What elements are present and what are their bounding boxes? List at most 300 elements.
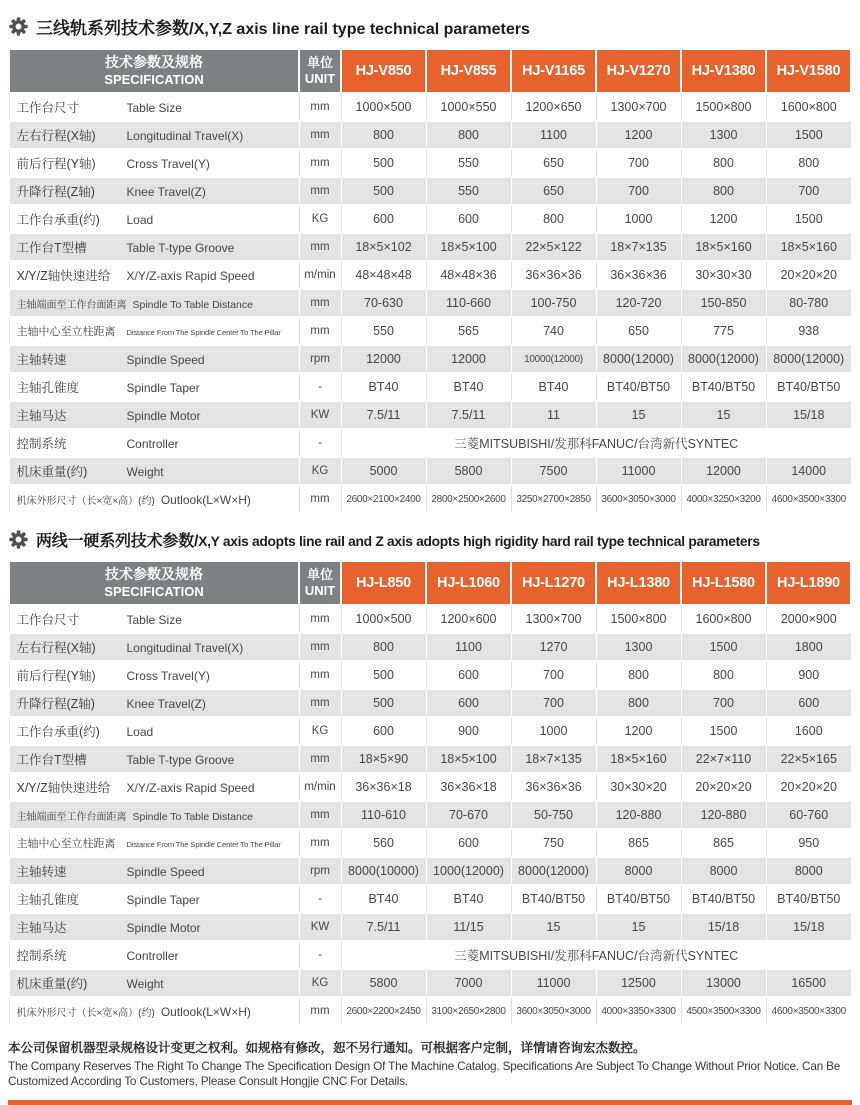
section-title xyxy=(8,14,852,39)
table-row xyxy=(9,605,851,633)
title-en: X,Y axis adopts line rail and Z axis adopts high rigidity hard rail type technical parameters xyxy=(198,534,760,549)
row-unit: m/min xyxy=(299,773,341,801)
spec-value: 18×5×160 xyxy=(596,745,681,773)
spec-value: BT40/BT50 xyxy=(596,885,681,913)
spec-value: 48×48×48 xyxy=(341,261,426,289)
row-label xyxy=(9,745,299,773)
spec-value: 10000(12000) xyxy=(511,345,596,373)
table-row xyxy=(9,177,851,205)
row-label-zh: 工作台尺寸 xyxy=(16,613,80,627)
row-unit: mm xyxy=(299,661,341,689)
spec-value: 700 xyxy=(681,689,766,717)
table-row xyxy=(9,93,851,121)
row-label xyxy=(9,605,299,633)
spec-value: 700 xyxy=(766,177,851,205)
row-label-en: Weight xyxy=(126,977,164,991)
spec-value: 70-670 xyxy=(426,801,511,829)
spec-value: 1300×700 xyxy=(596,93,681,121)
row-unit: mm xyxy=(299,121,341,149)
table-row xyxy=(9,205,851,233)
model-column-header: HJ-L850 xyxy=(341,561,426,605)
spec-value: 1200 xyxy=(681,205,766,233)
spec-value: 560 xyxy=(341,829,426,857)
spec-value: 1200×650 xyxy=(511,93,596,121)
spec-value: 7000 xyxy=(426,969,511,997)
spec-value: 1600×800 xyxy=(766,93,851,121)
row-label-zh: 主轴转速 xyxy=(16,353,67,367)
spec-value: 1270 xyxy=(511,633,596,661)
row-label-en: Spindle To Table Distance xyxy=(132,810,253,823)
row-label-zh: 控制系统 xyxy=(16,949,67,963)
spec-header-en: SPECIFICATION xyxy=(104,71,204,87)
spec-value: 3600×3050×3000 xyxy=(596,485,681,513)
spec-value: 8000(10000) xyxy=(341,857,426,885)
table-row xyxy=(9,457,851,485)
spec-value: 120-880 xyxy=(596,801,681,829)
spec-value: 13000 xyxy=(681,969,766,997)
row-label-zh: 控制系统 xyxy=(16,437,67,451)
spec-value: BT40 xyxy=(426,373,511,401)
spec-value: BT40 xyxy=(511,373,596,401)
spec-value: 5000 xyxy=(341,457,426,485)
spec-value: 1200×600 xyxy=(426,605,511,633)
spec-value: BT40/BT50 xyxy=(681,373,766,401)
spec-value: 15 xyxy=(596,913,681,941)
row-unit: mm xyxy=(299,829,341,857)
spec-value: 550 xyxy=(426,177,511,205)
title-zh: 两线一硬系列技术参数/ xyxy=(36,533,199,550)
table-row xyxy=(9,941,851,969)
row-unit: - xyxy=(299,885,341,913)
unit-header-en: UNIT xyxy=(304,583,336,599)
spec-value: 800 xyxy=(596,689,681,717)
spec-value: 8000(12000) xyxy=(681,345,766,373)
spec-value: 20×20×20 xyxy=(766,261,851,289)
row-label xyxy=(9,205,299,233)
spec-value: 4000×3250×3200 xyxy=(681,485,766,513)
row-label xyxy=(9,121,299,149)
spec-value: 15 xyxy=(511,913,596,941)
spec-value: 30×30×20 xyxy=(596,773,681,801)
footer-note-en: The Company Reserves The Right To Change The Specification Design Of The Machine Catalog. Specifications Are Subject To Change Without Prior Notice. Can Be Customized According To Customers, Please Consult Hongjie CNC For Details. xyxy=(8,1058,841,1088)
spec-value: 1800 xyxy=(766,633,851,661)
spec-value: 1500×800 xyxy=(596,605,681,633)
table-row xyxy=(9,633,851,661)
spec-value: 11000 xyxy=(511,969,596,997)
row-label xyxy=(9,177,299,205)
row-label-zh: 机床重量(约) xyxy=(16,977,88,991)
spec-value: 650 xyxy=(511,149,596,177)
table-row xyxy=(9,429,851,457)
row-label-zh: 主轴孔锥度 xyxy=(16,893,80,907)
row-label xyxy=(9,457,299,485)
row-label-zh: 前后行程(Y轴) xyxy=(16,157,96,171)
model-column-header: HJ-V1165 xyxy=(511,49,596,93)
spec-value: 8000 xyxy=(596,857,681,885)
row-label-zh: X/Y/Z轴快速进给 xyxy=(16,781,111,795)
table-row xyxy=(9,261,851,289)
row-label-zh: 左右行程(X轴) xyxy=(16,641,96,655)
spec-value: 1000 xyxy=(596,205,681,233)
spec-value: 700 xyxy=(596,149,681,177)
spec-value: 1300 xyxy=(596,633,681,661)
row-label-zh: 主轴转速 xyxy=(16,865,67,879)
row-label-zh: 升降行程(Z轴) xyxy=(16,697,95,711)
row-label-en: Longitudinal Travel(X) xyxy=(126,129,244,143)
title-zh: 三线轨系列技术参数/ xyxy=(36,19,194,38)
spec-value: 4000×3350×3300 xyxy=(596,997,681,1025)
spec-value: 18×5×160 xyxy=(681,233,766,261)
spec-value: 120-720 xyxy=(596,289,681,317)
model-column-header: HJ-V855 xyxy=(426,49,511,93)
row-label-en: Cross Travel(Y) xyxy=(126,669,210,683)
spec-value: 8000(12000) xyxy=(766,345,851,373)
spec-value: 100-750 xyxy=(511,289,596,317)
spec-value: 12000 xyxy=(681,457,766,485)
spec-value: 800 xyxy=(766,149,851,177)
model-column-header: HJ-L1270 xyxy=(511,561,596,605)
page-title xyxy=(36,14,530,39)
spec-value: 700 xyxy=(511,689,596,717)
spec-value: 1600 xyxy=(766,717,851,745)
row-label-zh: 工作台承重(约) xyxy=(16,213,100,227)
row-unit: m/min xyxy=(299,261,341,289)
spec-value: 15/18 xyxy=(766,913,851,941)
spec-value: 20×20×20 xyxy=(681,773,766,801)
spec-value: 600 xyxy=(341,205,426,233)
row-label xyxy=(9,801,299,829)
spec-header-zh: 技术参数及规格 xyxy=(105,566,203,583)
spec-value: 8000 xyxy=(766,857,851,885)
spec-value: 800 xyxy=(511,205,596,233)
spec-value: 18×5×160 xyxy=(766,233,851,261)
spec-value: 18×7×135 xyxy=(596,233,681,261)
row-label xyxy=(9,689,299,717)
spec-value: 1000×500 xyxy=(341,605,426,633)
spec-value: 550 xyxy=(341,317,426,345)
spec-value: 1300×700 xyxy=(511,605,596,633)
spec-value: 900 xyxy=(426,717,511,745)
spec-value: 1300 xyxy=(681,121,766,149)
row-label-en: Knee Travel(Z) xyxy=(126,697,206,711)
spec-value: 700 xyxy=(511,661,596,689)
row-label-zh: X/Y/Z轴快速进给 xyxy=(16,269,111,283)
model-column-header: HJ-V1380 xyxy=(681,49,766,93)
row-unit: rpm xyxy=(299,345,341,373)
row-label-zh: 主轴马达 xyxy=(16,409,67,423)
spec-value: 1500 xyxy=(766,121,851,149)
table-row xyxy=(9,885,851,913)
spec-value: 70-630 xyxy=(341,289,426,317)
row-label-en: Distance From The Spindle Center To The Pillar xyxy=(126,840,281,849)
row-label xyxy=(9,345,299,373)
row-label-en: Table T-type Groove xyxy=(126,241,235,255)
table-row xyxy=(9,745,851,773)
row-unit: mm xyxy=(299,485,341,513)
row-label xyxy=(9,429,299,457)
spec-value: 1000×500 xyxy=(341,93,426,121)
spec-header xyxy=(9,561,299,605)
row-label xyxy=(9,373,299,401)
spec-value: 1100 xyxy=(511,121,596,149)
row-unit: rpm xyxy=(299,857,341,885)
spec-value: 650 xyxy=(511,177,596,205)
row-label-zh: 主轴孔锥度 xyxy=(16,381,80,395)
title-en: X,Y,Z axis line rail type technical parameters xyxy=(193,21,530,38)
row-label xyxy=(9,485,299,513)
spec-value: 11/15 xyxy=(426,913,511,941)
spec-value: 60-760 xyxy=(766,801,851,829)
row-unit: mm xyxy=(299,801,341,829)
table-row xyxy=(9,149,851,177)
spec-value: 800 xyxy=(426,121,511,149)
spec-value: 750 xyxy=(511,829,596,857)
unit-header xyxy=(299,561,341,605)
table-row xyxy=(9,345,851,373)
spec-value: 150-850 xyxy=(681,289,766,317)
row-label-en: Controller xyxy=(126,949,179,963)
row-label-zh: 机床重量(约) xyxy=(16,465,88,479)
spec-value: 11000 xyxy=(596,457,681,485)
spec-value: BT40/BT50 xyxy=(766,373,851,401)
row-label xyxy=(9,149,299,177)
spec-value: 14000 xyxy=(766,457,851,485)
spec-value: BT40 xyxy=(341,885,426,913)
spec-value: 1100 xyxy=(426,633,511,661)
row-label-zh: 前后行程(Y轴) xyxy=(16,669,96,683)
row-label xyxy=(9,261,299,289)
row-label xyxy=(9,317,299,345)
spec-value: 500 xyxy=(341,149,426,177)
footer-note-zh: 本公司保留机器型录规格设计变更之权利。如规格有修改，恕不另行通知。可根据客户定制，详情请咨询宏杰数控。 xyxy=(8,1041,646,1055)
footer-note xyxy=(8,1040,852,1089)
spec-value: 600 xyxy=(426,829,511,857)
spec-value: BT40 xyxy=(426,885,511,913)
row-label xyxy=(9,289,299,317)
row-label-en: X/Y/Z-axis Rapid Speed xyxy=(126,269,255,283)
row-unit: mm xyxy=(299,633,341,661)
spec-value: 800 xyxy=(681,177,766,205)
spec-value: 1500 xyxy=(681,717,766,745)
row-label-zh: 机床外形尺寸（长×宽×高）(约) xyxy=(16,495,155,507)
row-unit: mm xyxy=(299,149,341,177)
table-row xyxy=(9,829,851,857)
row-unit: KW xyxy=(299,913,341,941)
row-label xyxy=(9,93,299,121)
row-label-zh: 工作台T型槽 xyxy=(16,241,87,255)
row-unit: mm xyxy=(299,289,341,317)
row-label-zh: 工作台T型槽 xyxy=(16,753,87,767)
spec-value: 2000×900 xyxy=(766,605,851,633)
table-row xyxy=(9,661,851,689)
spec-value: 7.5/11 xyxy=(341,913,426,941)
row-unit: mm xyxy=(299,317,341,345)
spec-value: 3250×2700×2850 xyxy=(511,485,596,513)
row-label-en: Load xyxy=(126,725,154,739)
row-label xyxy=(9,773,299,801)
spec-value: 36×36×36 xyxy=(511,261,596,289)
spec-value: 11 xyxy=(511,401,596,429)
spec-value: 1500 xyxy=(766,205,851,233)
spec-value: 18×5×100 xyxy=(426,745,511,773)
row-unit: KG xyxy=(299,457,341,485)
spec-value: 36×36×18 xyxy=(426,773,511,801)
row-unit: - xyxy=(299,373,341,401)
section-line-rail-series xyxy=(8,14,852,514)
spec-value: 500 xyxy=(341,661,426,689)
row-label-en: Table T-type Groove xyxy=(126,753,235,767)
row-label-en: Spindle Speed xyxy=(126,865,205,879)
model-column-header: HJ-V1580 xyxy=(766,49,851,93)
row-unit: - xyxy=(299,941,341,969)
table-row xyxy=(9,689,851,717)
row-label-en: Distance From The Spindle Center To The Pillar xyxy=(126,328,281,337)
row-label xyxy=(9,233,299,261)
spec-value: 36×36×36 xyxy=(511,773,596,801)
row-label xyxy=(9,969,299,997)
row-label xyxy=(9,941,299,969)
spec-value: 1000(12000) xyxy=(426,857,511,885)
row-label-zh: 主轴端面至工作台面距离 xyxy=(16,299,127,311)
model-column-header: HJ-V850 xyxy=(341,49,426,93)
row-unit: mm xyxy=(299,605,341,633)
row-label-zh: 主轴马达 xyxy=(16,921,67,935)
table-row xyxy=(9,969,851,997)
row-label xyxy=(9,997,299,1025)
spec-value: 8000(12000) xyxy=(511,857,596,885)
spec-header-en: SPECIFICATION xyxy=(104,583,204,599)
row-label-en: Load xyxy=(126,213,154,227)
row-unit: mm xyxy=(299,233,341,261)
spec-value: BT40/BT50 xyxy=(766,885,851,913)
spec-value: 15/18 xyxy=(766,401,851,429)
row-unit: KG xyxy=(299,717,341,745)
spec-value: BT40/BT50 xyxy=(681,885,766,913)
spec-value-merged: 三菱MITSUBISHI/发那科FANUC/台湾新代SYNTEC xyxy=(341,941,851,969)
spec-value: 2600×2200×2450 xyxy=(341,997,426,1025)
spec-value: 2600×2100×2400 xyxy=(341,485,426,513)
spec-value: 500 xyxy=(341,689,426,717)
model-column-header: HJ-L1380 xyxy=(596,561,681,605)
spec-value: 650 xyxy=(596,317,681,345)
spec-value: 50-750 xyxy=(511,801,596,829)
spec-value: 12000 xyxy=(426,345,511,373)
spec-value: 120-880 xyxy=(681,801,766,829)
spec-value: 7.5/11 xyxy=(426,401,511,429)
spec-value: 800 xyxy=(596,661,681,689)
spec-value: 3600×3050×3000 xyxy=(511,997,596,1025)
spec-value: 110-610 xyxy=(341,801,426,829)
table-row xyxy=(9,997,851,1025)
spec-value: 1200 xyxy=(596,121,681,149)
row-unit: KW xyxy=(299,401,341,429)
spec-value: 800 xyxy=(341,633,426,661)
spec-value: 4600×3500×3300 xyxy=(766,997,851,1025)
row-label xyxy=(9,717,299,745)
row-label-en: Spindle Motor xyxy=(126,921,201,935)
row-label xyxy=(9,857,299,885)
spec-value: 1200 xyxy=(596,717,681,745)
spec-value: BT40/BT50 xyxy=(596,373,681,401)
table-header-row xyxy=(9,49,851,93)
model-column-header: HJ-L1060 xyxy=(426,561,511,605)
spec-value: 500 xyxy=(341,177,426,205)
spec-value: 4500×3500×3300 xyxy=(681,997,766,1025)
table-row xyxy=(9,773,851,801)
spec-value: 800 xyxy=(681,149,766,177)
table-row xyxy=(9,913,851,941)
spec-value: BT40/BT50 xyxy=(511,885,596,913)
spec-value: 20×20×20 xyxy=(766,773,851,801)
table-row xyxy=(9,485,851,513)
spec-value: 7500 xyxy=(511,457,596,485)
row-label-en: Spindle Taper xyxy=(126,893,200,907)
spec-value: 800 xyxy=(681,661,766,689)
row-label-zh: 主轴中心至立柱距离 xyxy=(16,838,116,850)
row-unit: mm xyxy=(299,745,341,773)
row-label-en: Spindle Speed xyxy=(126,353,205,367)
model-column-header: HJ-L1890 xyxy=(766,561,851,605)
spec-value: 36×36×36 xyxy=(596,261,681,289)
gear-icon xyxy=(8,16,29,37)
row-label-en: Longitudinal Travel(X) xyxy=(126,641,244,655)
spec-value: 4600×3500×3300 xyxy=(766,485,851,513)
spec-value: 18×5×90 xyxy=(341,745,426,773)
spec-value: 740 xyxy=(511,317,596,345)
spec-table-v-series xyxy=(8,48,852,514)
spec-value: 1600×800 xyxy=(681,605,766,633)
row-label-zh: 升降行程(Z轴) xyxy=(16,185,95,199)
row-label-zh: 工作台承重(约) xyxy=(16,725,100,739)
spec-value: 30×30×30 xyxy=(681,261,766,289)
spec-table-l-series xyxy=(8,560,852,1026)
spec-value: 22×5×122 xyxy=(511,233,596,261)
table-row xyxy=(9,317,851,345)
spec-value: 18×5×100 xyxy=(426,233,511,261)
row-unit: - xyxy=(299,429,341,457)
row-unit: mm xyxy=(299,689,341,717)
spec-value: 15/18 xyxy=(681,913,766,941)
spec-header-zh: 技术参数及规格 xyxy=(105,54,203,71)
section-hard-rail-series xyxy=(8,528,852,1026)
row-label-en: Controller xyxy=(126,437,179,451)
spec-value: 12000 xyxy=(341,345,426,373)
table-row xyxy=(9,373,851,401)
spec-value: 600 xyxy=(341,717,426,745)
spec-value: 8000(12000) xyxy=(596,345,681,373)
unit-header-zh: 单位 xyxy=(306,567,333,583)
row-label-en: X/Y/Z-axis Rapid Speed xyxy=(126,781,255,795)
spec-value: 22×5×165 xyxy=(766,745,851,773)
row-label xyxy=(9,913,299,941)
spec-value: 600 xyxy=(426,689,511,717)
spec-value: 550 xyxy=(426,149,511,177)
row-label-zh: 工作台尺寸 xyxy=(16,101,80,115)
spec-value: 12500 xyxy=(596,969,681,997)
spec-value: 5800 xyxy=(426,457,511,485)
spec-header xyxy=(9,49,299,93)
spec-value: 900 xyxy=(766,661,851,689)
row-label-en: Cross Travel(Y) xyxy=(126,157,210,171)
spec-value: 865 xyxy=(681,829,766,857)
row-label xyxy=(9,829,299,857)
row-label-zh: 主轴中心至立柱距离 xyxy=(16,326,116,338)
row-label xyxy=(9,661,299,689)
table-row xyxy=(9,289,851,317)
table-header-row xyxy=(9,561,851,605)
row-label-en: Outlook(L×W×H) xyxy=(160,492,251,507)
row-label-en: Knee Travel(Z) xyxy=(126,185,206,199)
